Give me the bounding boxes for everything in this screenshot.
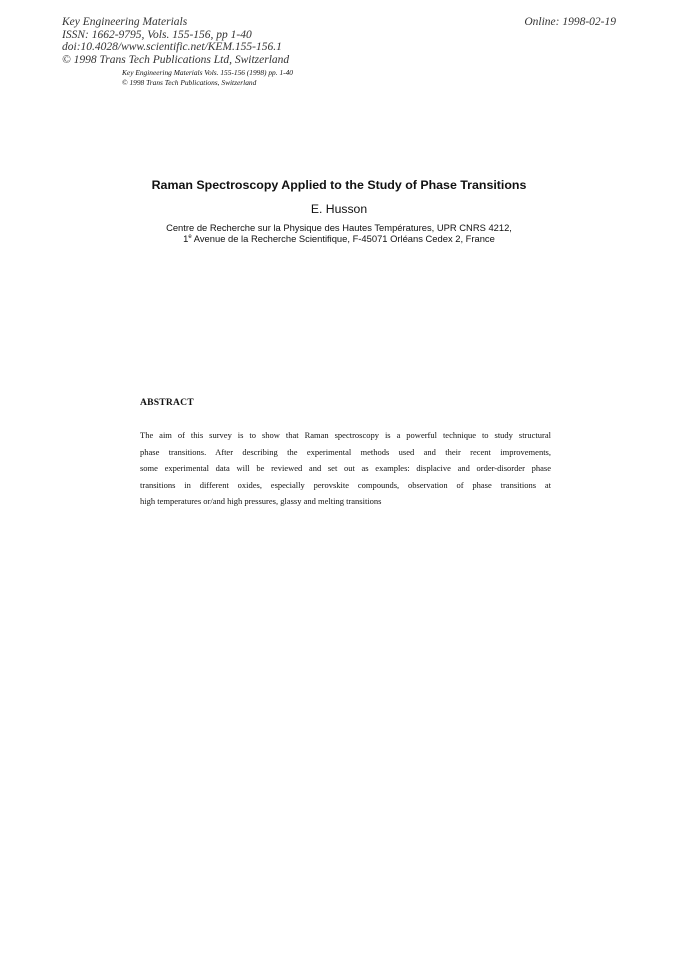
affiliation-line-1: Centre de Recherche sur la Physique des Hautes Températures, UPR CNRS 4212, — [166, 222, 512, 233]
meta-doi-link[interactable]: doi:10.4028/www.scientific.net/KEM.155-156.1 — [62, 41, 282, 53]
affiliation-superscript: e — [188, 233, 192, 240]
abstract-heading: ABSTRACT — [140, 397, 194, 408]
abstract-line: phase transitions. After describing the experimental methods used and their recent improvements, — [140, 447, 551, 457]
affiliation-address: Avenue de la Recherche Scientifique, F-45071 Orléans Cedex 2, France — [191, 233, 495, 244]
affiliation-line-2 — [0, 233, 678, 244]
abstract-line: some experimental data will be reviewed and set out as examples: displacive and order-disorder phase — [140, 463, 551, 473]
journal-header-copyright: © 1998 Trans Tech Publications, Switzerland — [122, 78, 257, 87]
abstract-line: transitions in different oxides, especially perovskite compounds, observation of phase transitions at — [140, 480, 551, 490]
meta-journal-name: Key Engineering Materials — [62, 16, 188, 28]
journal-header — [122, 68, 293, 88]
meta-copyright: © 1998 Trans Tech Publications Ltd, Switzerland — [62, 53, 290, 66]
online-date: Online: 1998-02-19 — [524, 16, 616, 28]
paper-author: E. Husson — [310, 202, 368, 216]
journal-header-volume: Key Engineering Materials Vols. 155-156 (1998) pp. 1-40 — [122, 68, 293, 77]
abstract-line: The aim of this survey is to show that Raman spectroscopy is a powerful technique to study structural — [140, 430, 551, 440]
meta-issn: ISSN: 1662-9795, Vols. 155-156, pp 1-40 — [62, 28, 252, 41]
affiliation-number: 1 — [183, 233, 189, 244]
paper-title: Raman Spectroscopy Applied to the Study of Phase Transitions — [151, 178, 527, 192]
online-metadata — [62, 16, 289, 66]
abstract-line: high temperatures or/and high pressures, glassy and melting transitions — [140, 496, 382, 506]
